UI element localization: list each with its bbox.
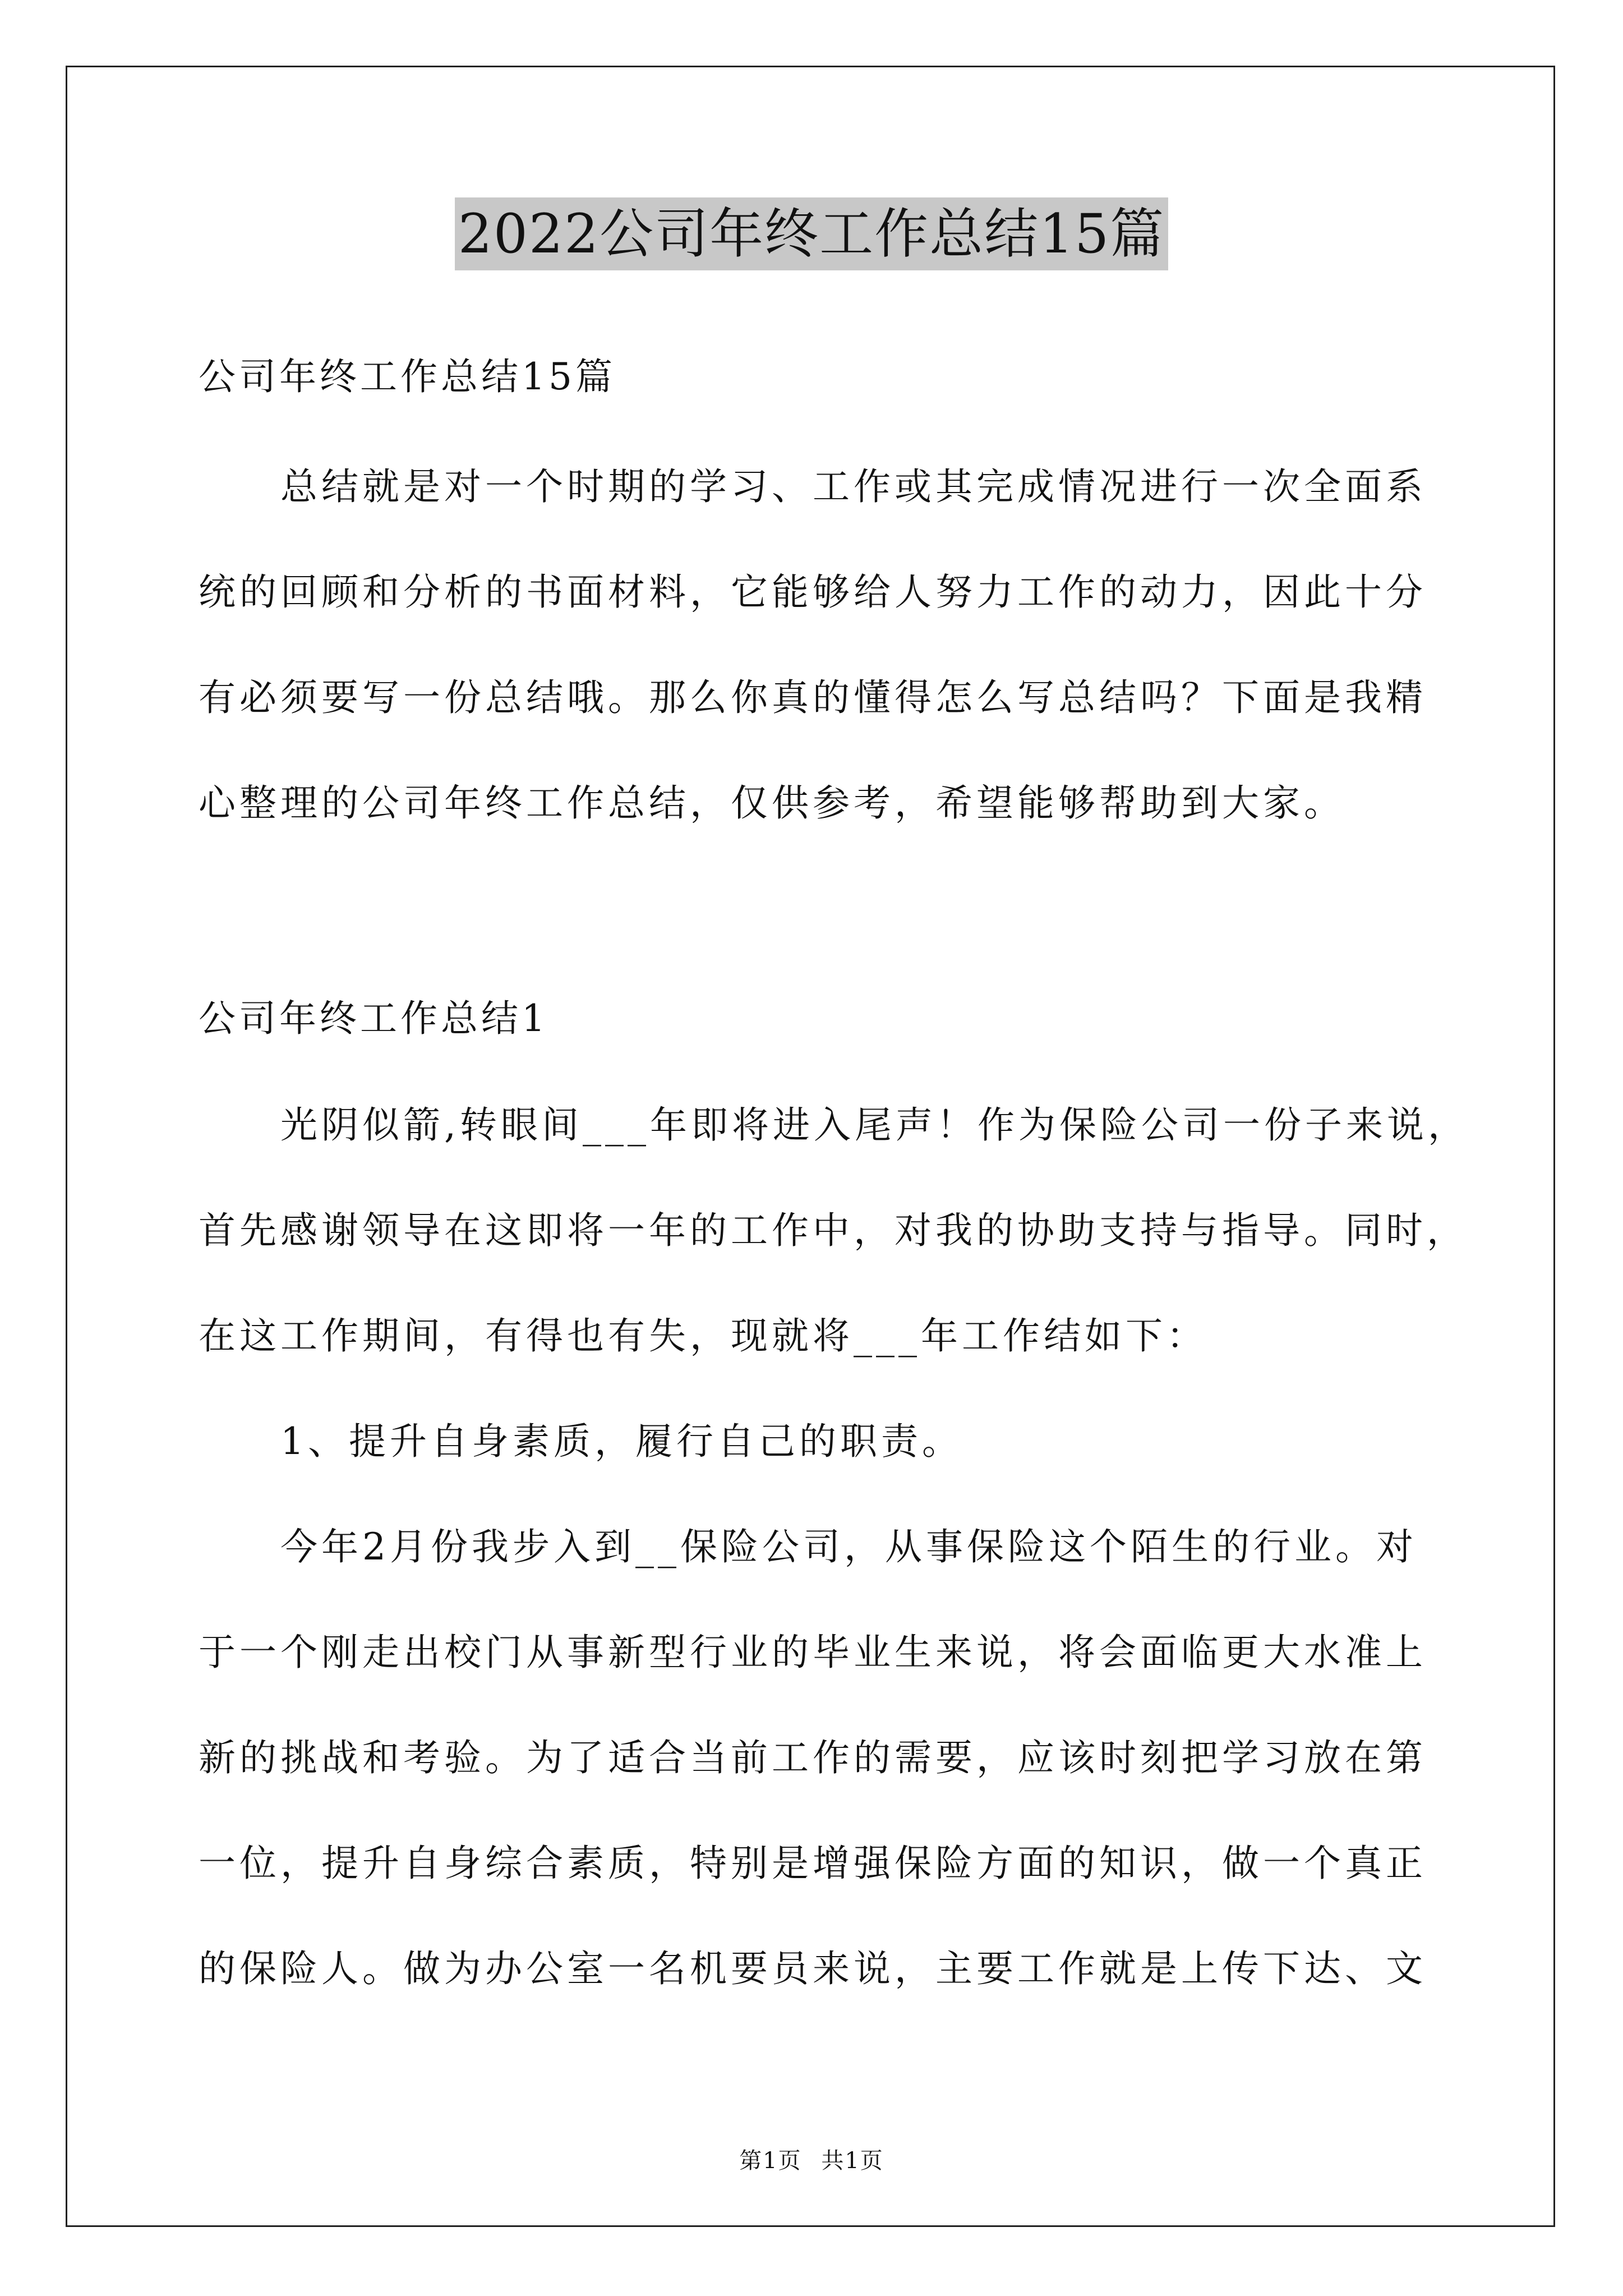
intro-line: 有必须要写一份总结哦。那么你真的懂得怎么写总结吗？下面是我精 <box>199 676 1427 719</box>
section-heading: 公司年终工作总结1 <box>199 997 548 1040</box>
intro-line: 统的回顾和分析的书面材料，它能够给人努力工作的动力，因此十分 <box>199 570 1427 614</box>
page-number-total: 共1页 <box>821 2148 884 2174</box>
intro-line: 心整理的公司年终工作总结，仅供参考，希望能够帮助到大家。 <box>199 781 1345 825</box>
paragraph-line: 首先感谢领导在这即将一年的工作中，对我的协助支持与指导。同时， <box>199 1209 1468 1252</box>
paragraph-line: 于一个刚走出校门从事新型行业的毕业生来说，将会面临更大水准上 <box>199 1631 1427 1674</box>
title-container <box>0 197 1623 270</box>
document-title: 2022公司年终工作总结15篇 <box>455 197 1168 270</box>
document-subtitle: 公司年终工作总结15篇 <box>199 355 616 398</box>
paragraph-line: 新的挑战和考验。为了适合当前工作的需要，应该时刻把学习放在第 <box>199 1736 1427 1779</box>
paragraph-line: 光阴似箭,转眼间___年即将进入尾声！作为保险公司一份子来说， <box>280 1103 1469 1147</box>
paragraph-line: 在这工作期间，有得也有失，现就将___年工作结如下： <box>199 1314 1207 1358</box>
paragraph-line: 今年2月份我步入到__保险公司，从事保险这个陌生的行业。对 <box>280 1525 1417 1568</box>
point-heading: 1、提升自身素质，履行自己的职责。 <box>280 1420 963 1463</box>
intro-line: 总结就是对一个时期的学习、工作或其完成情况进行一次全面系 <box>280 465 1427 508</box>
page-number-current: 第1页 <box>739 2148 802 2174</box>
paragraph-line: 一位，提升自身综合素质，特别是增强保险方面的知识，做一个真正 <box>199 1842 1427 1885</box>
page-footer <box>0 2143 1623 2175</box>
paragraph-line: 的保险人。做为办公室一名机要员来说，主要工作就是上传下达、文 <box>199 1947 1427 1990</box>
